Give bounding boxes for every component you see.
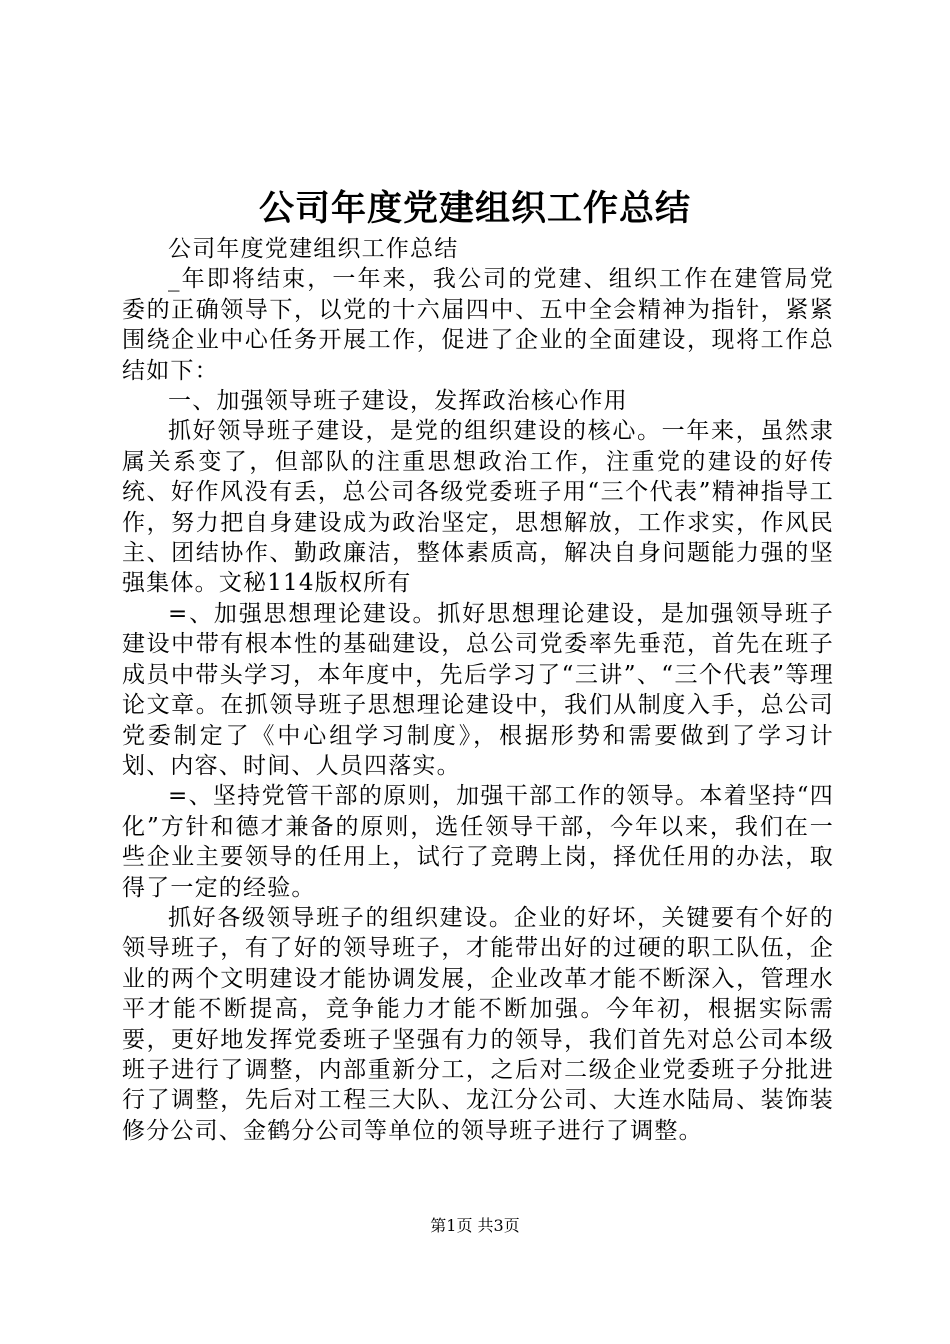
body-paragraph: 抓好各级领导班子的组织建设。企业的好坏，关键要有个好的领导班子，有了好的领导班子，才能带出好的过硬的职工队伍，企业的两个文明建设才能协调发展，企业改革才能不断深入，管理水平才能不断提高，竞争能力才能不断加强。今年初，根据实际需要，更好地发挥党委班子坚强有力的领导，我们首先对总公司本级班子进行了调整，内部重新分工，之后对二级企业党委班子分批进行了调整，先后对工程三大队、龙江分公司、大连水陆局、装饰装修分公司、金鹤分公司等单位的领导班子进行了调整。: [122, 904, 834, 1144]
page-footer: 第1页 共3页: [430, 1216, 520, 1235]
body-paragraph: 抓好领导班子建设，是党的组织建设的核心。一年来，虽然隶属关系变了，但部队的注重思想政治工作，注重党的建设的好传统、好作风没有丢，总公司各级党委班子用“三个代表”精神指导工作，努力把自身建设成为政治坚定，思想解放，工作求实，作风民主、团结协作、勤政廉洁，整体素质高，解决自身问题能力强的坚强集体。文秘114版权所有: [122, 418, 834, 597]
document-title: 公司年度党建组织工作总结: [258, 188, 691, 229]
document-body: [122, 234, 834, 1146]
body-paragraph: =、加强思想理论建设。抓好思想理论建设，是加强领导班子建设中带有根本性的基础建设，总公司党委率先垂范，首先在班子成员中带头学习，本年度中，先后学习了“三讲”、“三个代表”等理论文章。在抓领导班子思想理论建设中，我们从制度入手，总公司党委制定了《中心组学习制度》，根据形势和需要做到了学习计划、内容、时间、人员四落实。: [122, 600, 834, 779]
body-paragraph: =、坚持党管干部的原则，加强干部工作的领导。本着坚持“四化”方针和德才兼备的原则，选任领导干部，今年以来，我们在一些企业主要领导的任用上，试行了竞聘上岗，择优任用的办法，取得了一定的经验。: [122, 783, 834, 901]
section-heading-1: 一、加强领导班子建设，发挥政治核心作用: [168, 388, 628, 415]
intro-paragraph: _年即将结束，一年来，我公司的党建、组织工作在建管局党委的正确领导下，以党的十六届四中、五中全会精神为指针，紧紧围绕企业中心任务开展工作，促进了企业的全面建设，现将工作总结如下：: [122, 266, 834, 384]
subtitle-paragraph: 公司年度党建组织工作总结: [168, 236, 459, 262]
